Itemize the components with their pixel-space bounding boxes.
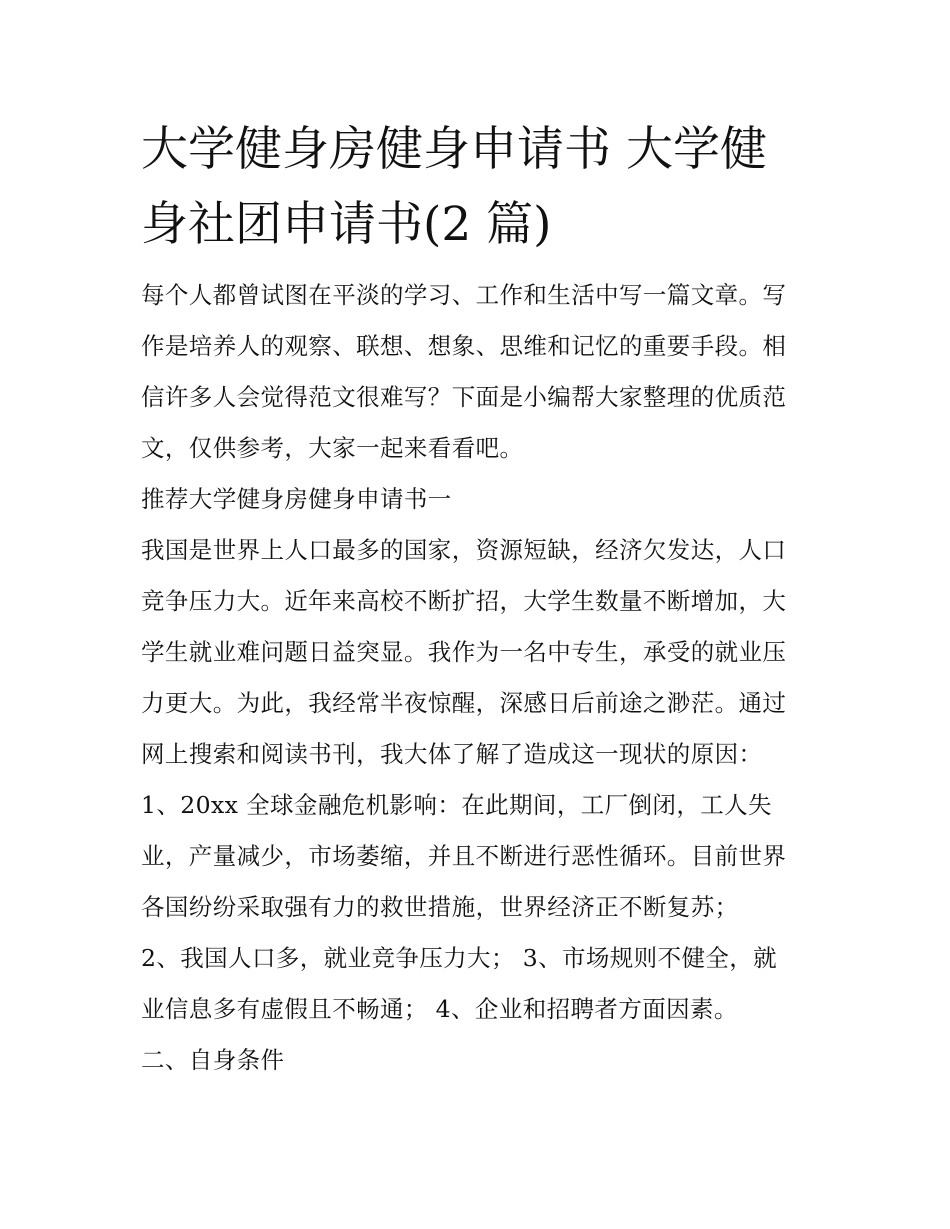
document-page bbox=[141, 112, 813, 1086]
subsection-heading bbox=[141, 1035, 813, 1086]
document-body bbox=[141, 270, 813, 1086]
text-line: 2、我国人口多，就业竞争压力大； 3、市场规则不健全，就 bbox=[141, 944, 778, 972]
list-item bbox=[141, 780, 813, 933]
text-line: 信许多人会觉得范文很难写？下面是小编帮大家整理的优质范 bbox=[141, 383, 787, 411]
list-item bbox=[141, 933, 813, 1035]
text-line: 业，产量减少，市场萎缩，并且不断进行恶性循环。目前世界 bbox=[141, 842, 787, 870]
text-line: 竞争压力大。近年来高校不断扩招，大学生数量不断增加，大 bbox=[141, 587, 787, 615]
text-line: 各国纷纷采取强有力的救世措施，世界经济正不断复苏； bbox=[141, 893, 739, 921]
intro-paragraph bbox=[141, 270, 813, 474]
text-line: 业信息多有虚假且不畅通； 4、企业和招聘者方面因素。 bbox=[141, 995, 738, 1023]
title-line: 身社团申请书(2 篇) bbox=[141, 197, 552, 252]
title-line: 大学健身房健身申请书 大学健 bbox=[141, 122, 767, 177]
paragraph bbox=[141, 525, 813, 780]
heading-text: 推荐大学健身房健身申请书一 bbox=[141, 485, 452, 513]
text-line: 1、20xx 全球金融危机影响：在此期间，工厂倒闭，工人失 bbox=[141, 791, 772, 819]
heading-text: 二、自身条件 bbox=[141, 1046, 285, 1074]
text-line: 网上搜索和阅读书刊，我大体了解了造成这一现状的原因： bbox=[141, 740, 763, 768]
text-line: 学生就业难问题日益突显。我作为一名中专生，承受的就业压 bbox=[141, 638, 787, 666]
text-line: 作是培养人的观察、联想、想象、思维和记忆的重要手段。相 bbox=[141, 332, 787, 360]
text-line: 我国是世界上人口最多的国家，资源短缺，经济欠发达，人口 bbox=[141, 536, 787, 564]
section-heading bbox=[141, 474, 813, 525]
text-line: 每个人都曾试图在平淡的学习、工作和生活中写一篇文章。写 bbox=[141, 281, 787, 309]
document-title bbox=[141, 112, 813, 262]
text-line: 力更大。为此，我经常半夜惊醒，深感日后前途之渺茫。通过 bbox=[141, 689, 787, 717]
text-line: 文，仅供参考，大家一起来看看吧。 bbox=[141, 434, 524, 462]
